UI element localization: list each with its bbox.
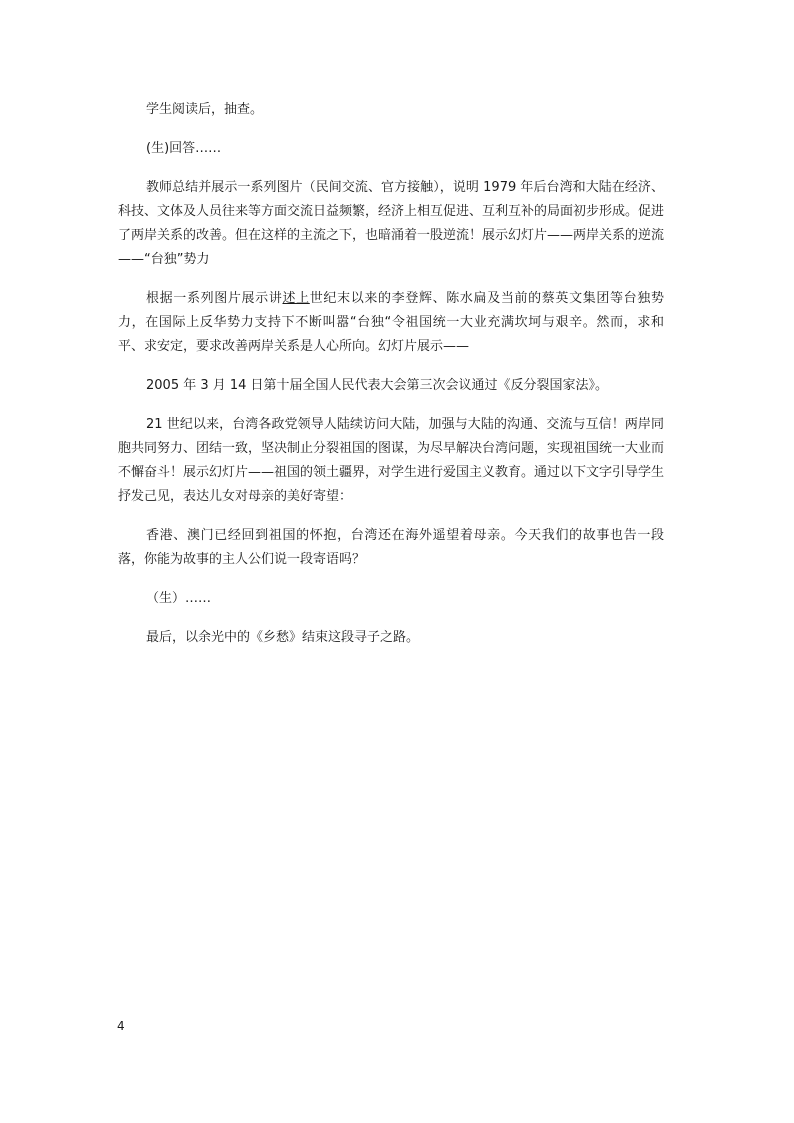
paragraph-teacher-summary: 教师总结并展示一系列图片（民间交流、官方接触），说明 1979 年后台湾和大陆在经济、科技、文体及人员往来等方面交流日益频繁，经济上相互促进、互利互补的局面初步形成。促进了两岸关系的改善。但在这样的主流之下，也暗涌着一股逆流！展示幻灯片——两岸关系的逆流——“台独”势力 [118,180,665,267]
paragraph-conclusion: 最后，以余光中的《乡愁》结束这段寻子之路。 [146,630,420,645]
underlined-text: 述上 [282,291,310,306]
paragraph-text-before: 根据一系列图片展示讲 [146,291,283,306]
document-body [118,98,664,665]
paragraph-student-response: （生）…… [146,591,212,606]
paragraph-text-after: 世纪末以来的李登辉、陈水扁及当前的蔡英文集团等台独势力，在国际上反华势力支持下不断叫嚣“台独“令祖国统一大业充满坎坷与艰辛。然而，求和平、求安定，要求改善两岸关系是人心所向。幻灯片展示—— [118,291,664,354]
paragraph-message-prompt: 香港、澳门已经回到祖国的怀抱，台湾还在海外遥望着母亲。今天我们的故事也告一段落，你能为故事的主人公们说一段寄语吗？ [118,528,664,567]
paragraph-student-answer: (生)回答…… [146,141,222,156]
page-number: 4 [117,1019,125,1033]
paragraph-21st-century: 21 世纪以来，台湾各政党领导人陆续访问大陆，加强与大陆的沟通、交流与互信！两岸同胞共同努力、团结一致，坚决制止分裂祖国的图谋，为尽早解决台湾问题，实现祖国统一大业而不懈奋斗！展示幻灯片——祖国的领土疆界，对学生进行爱国主义教育。通过以下文字引导学生抒发己见，表达儿女对母亲的美好寄望： [118,417,665,504]
paragraph-student-reading: 学生阅读后，抽查。 [146,102,264,117]
paragraph-anti-secession-law: 2005 年 3 月 14 日第十届全国人民代表大会第三次会议通过《反分裂国家法》。 [146,378,609,393]
paragraph-taiwan-independence [118,287,664,359]
